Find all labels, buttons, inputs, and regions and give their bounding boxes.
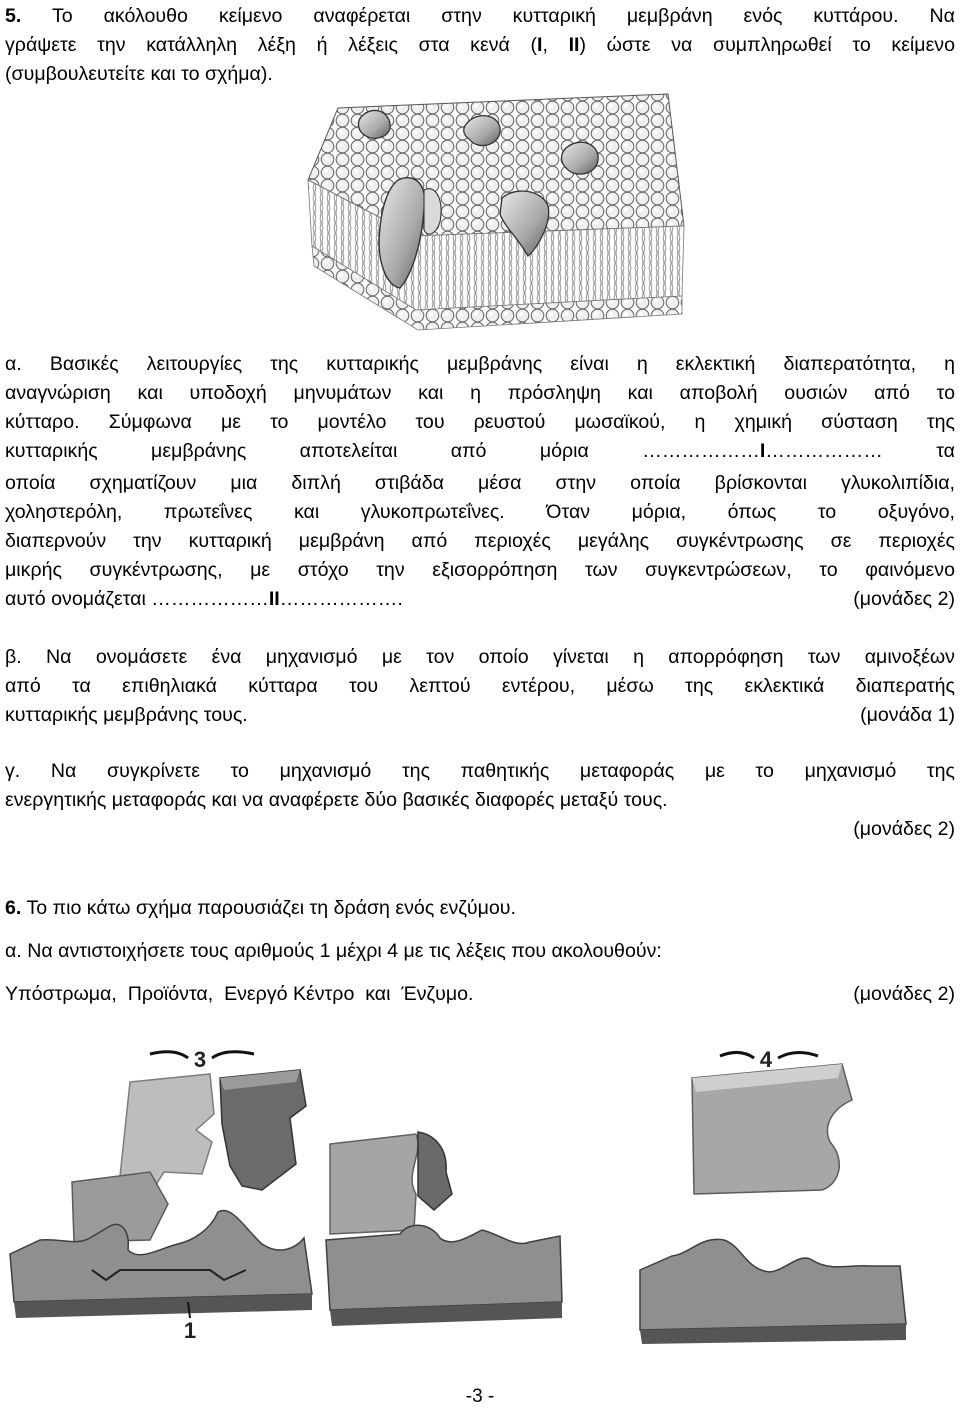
- q6a-line: [5, 937, 955, 966]
- q5a-line6: χοληστερόλη, πρωτεΐνες και γλυκοπρωτεΐνες. Όταν μόρια, όπως το οξυγόνο,: [5, 501, 955, 523]
- middle-substrate: [330, 1134, 418, 1234]
- blank-i-marker: I: [759, 440, 766, 462]
- q5b-marks: (μονάδα 1): [860, 704, 955, 726]
- figure-label-1: 1: [183, 1318, 197, 1343]
- q5a-l9-text: [5, 585, 403, 614]
- q5c-line2: ενεργητικής μεταφοράς και να αναφέρετε δύο βασικές διαφορές μεταξύ τους.: [5, 789, 668, 811]
- q5a-marks: (μονάδες 2): [853, 588, 955, 610]
- q5-intro-b2: ) ώστε να συμπληρωθεί το κείμενο: [579, 34, 956, 56]
- q6a-words: Υπόστρωμα, Προϊόντα, Ενεργό Κέντρο και Ένζυμο.: [5, 983, 474, 1005]
- q5-number: 5.: [5, 5, 22, 27]
- q5b-line1: [5, 643, 955, 672]
- q5a-l4-post: ……………… τα: [765, 440, 956, 462]
- q5-intro-sep: ,: [542, 34, 569, 56]
- q5c-line1: [5, 757, 955, 786]
- q6a-marks: (μονάδες 2): [853, 983, 955, 1005]
- q6a-text: Να αντιστοιχήσετε τους αριθμούς 1 μέχρι 4 με τις λέξεις που ακολουθούν:: [27, 940, 662, 962]
- q5c-label: γ.: [5, 760, 21, 782]
- left-enzyme: [10, 1211, 312, 1302]
- q5b-label: β.: [5, 646, 22, 668]
- blank-label-i: I: [537, 34, 543, 56]
- q5b-l1: Να ονομάσετε ένα μηχανισμό με τον οποίο γίνεται η απορρόφηση των αμινοξέων: [46, 646, 955, 668]
- q5-intro-b1: γράψετε την κατάλληλη λέξη ή λέξεις στα κενά (: [5, 34, 538, 56]
- q5a-line7: διαπερνούν την κυτταρική μεμβράνη από περιοχές μεγάλης συγκέντρωσης σε περιοχές: [5, 530, 955, 552]
- figure-label-4: 4: [759, 1047, 773, 1072]
- q5a-l4-pre: κυτταρικής μεμβράνης αποτελείται από μόρια ………………: [5, 440, 760, 462]
- q5-intro-line3: (συμβουλευτείτε και το σχήμα).: [5, 63, 273, 85]
- q6-intro: [5, 894, 955, 923]
- q5c-marks: (μονάδες 2): [853, 818, 955, 840]
- q5a-l9-pre: αυτό ονομάζεται ………………: [5, 588, 269, 610]
- q5c-l1: Να συγκρίνετε το μηχανισμό της παθητικής μεταφοράς με το μηχανισμό της: [50, 760, 955, 782]
- q6-intro-text: Το πιο κάτω σχήμα παρουσιάζει τη δράση ενός ενζύμου.: [26, 897, 516, 919]
- right-enzyme: [640, 1239, 906, 1330]
- q5b-line2: από τα επιθηλιακά κύτταρα του λεπτού εντέρου, μέσω της εκλεκτικά διαπερατής: [5, 675, 955, 697]
- q5a-line9: [5, 585, 955, 614]
- figure-label-3: 3: [193, 1047, 207, 1072]
- q6a-words-line: [5, 980, 955, 1009]
- page-number: -3 -: [465, 1386, 495, 1407]
- q5a-line2: αναγνώριση και υποδοχή μηνυμάτων και η πρόσληψη και αποβολή ουσιών από το: [5, 382, 955, 404]
- q5b-l3: κυτταρικής μεμβράνης τους.: [5, 704, 248, 726]
- q5a-line1: [5, 350, 955, 379]
- q6-number: 6.: [5, 897, 22, 919]
- enzyme-action-figure: [0, 1034, 960, 1344]
- q5a-line3: κύτταρο. Σύμφωνα με το μοντέλο του ρευστού μωσαϊκού, η χημική σύσταση της: [5, 411, 955, 433]
- blank-ii-marker: II: [268, 588, 280, 610]
- q6a-label: α.: [5, 940, 22, 962]
- q5b-line3: [5, 701, 955, 730]
- q5-intro-line2: [5, 31, 955, 60]
- q5a-l9-post: ……………….: [279, 588, 403, 610]
- q5-intro-line1: [5, 2, 955, 31]
- q5a-l1: Βασικές λειτουργίες της κυτταρικής μεμβράνης είναι η εκλεκτική διαπερατότητα, η: [49, 353, 955, 375]
- middle-enzyme: [326, 1225, 562, 1310]
- blank-label-ii: II: [568, 34, 580, 56]
- q5a-label: α.: [5, 353, 22, 375]
- q5a-line8: μικρής συγκέντρωσης, με στόχο την εξισορρόπηση των συγκεντρώσεων, το φαινόμενο: [5, 559, 955, 581]
- cell-membrane-figure: [290, 88, 686, 338]
- q5a-line4: [5, 437, 955, 466]
- q5a-line5: οποία σχηματίζουν μια διπλή στιβάδα μέσα στην οποία βρίσκονται γλυκολιπίδια,: [5, 472, 955, 494]
- q5-intro-text-a: Το ακόλουθο κείμενο αναφέρεται στην κυτταρική μεμβράνη ενός κυττάρου. Να: [51, 5, 956, 27]
